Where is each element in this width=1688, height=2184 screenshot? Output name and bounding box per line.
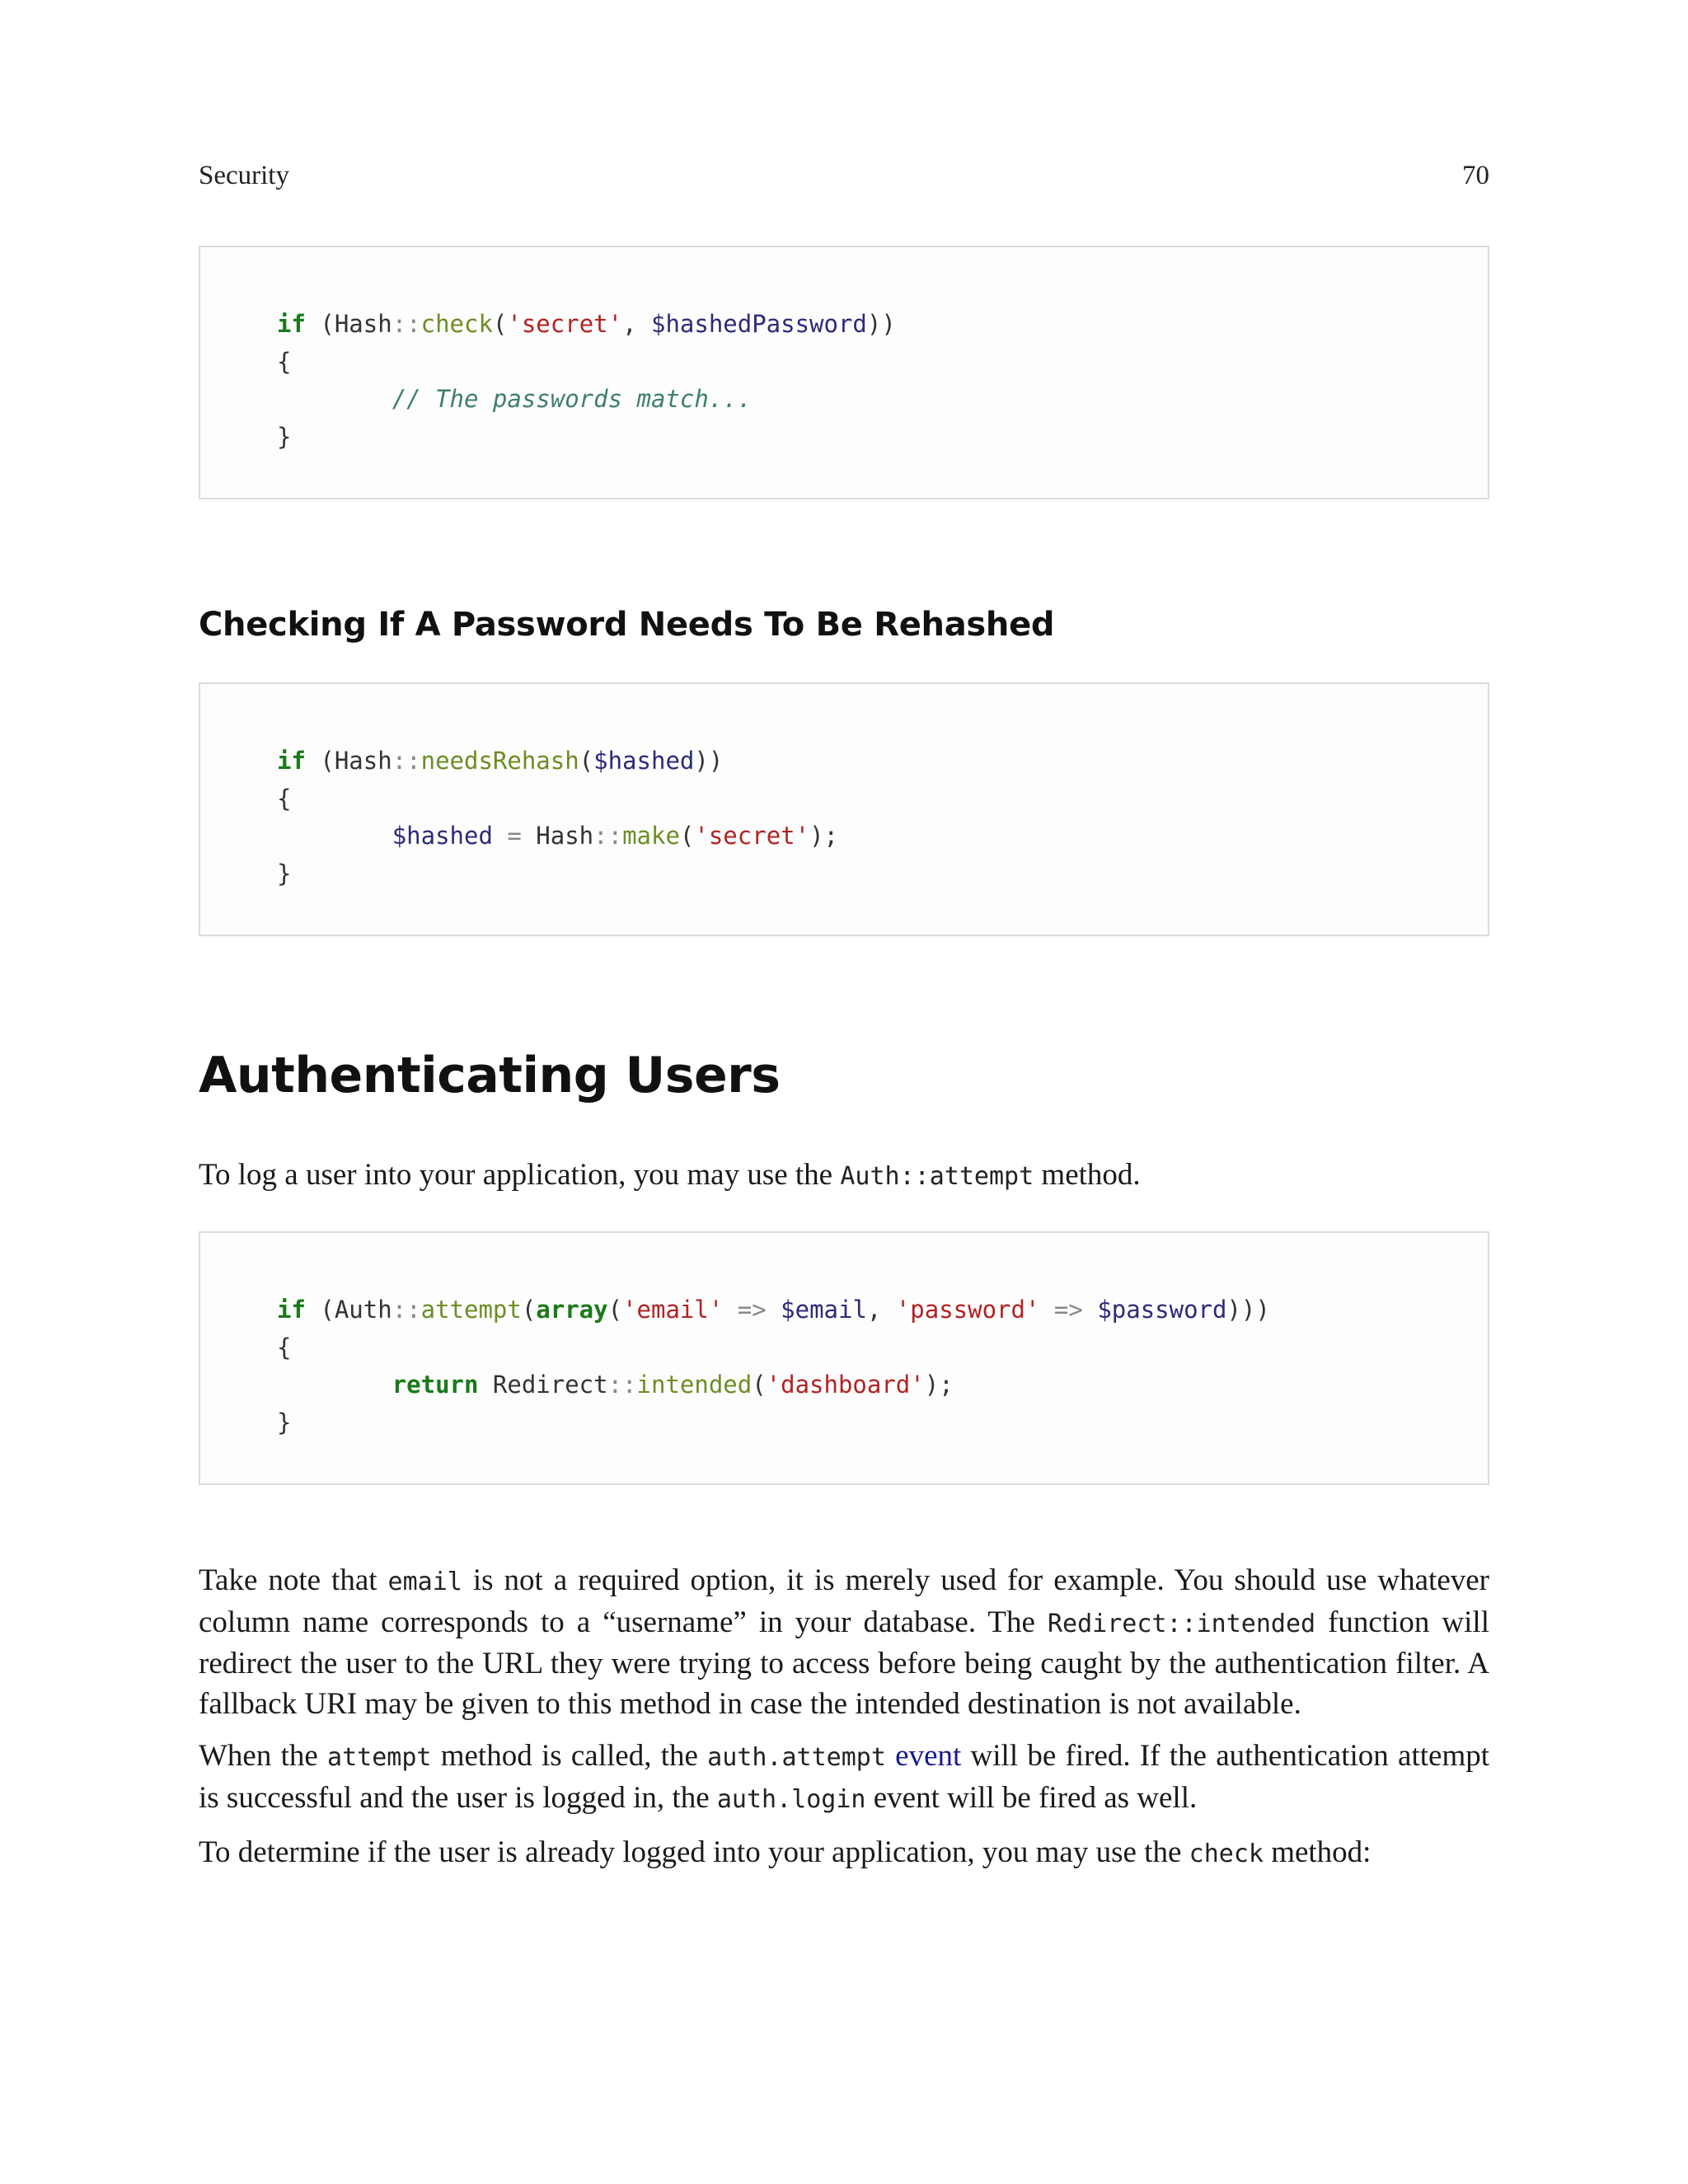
text xyxy=(886,1739,895,1773)
inline-code: attempt xyxy=(327,1743,432,1772)
code-token: ))) xyxy=(1226,1296,1270,1324)
code-token: => xyxy=(1053,1296,1083,1324)
code-listing xyxy=(277,306,896,456)
code-token: $hashed xyxy=(593,747,695,775)
event-link[interactable]: event xyxy=(895,1739,962,1773)
code-token: ( xyxy=(521,1296,537,1324)
code-block-auth-attempt xyxy=(199,1231,1489,1485)
code-line xyxy=(277,381,896,419)
inline-code: auth.attempt xyxy=(707,1743,886,1772)
code-token: ); xyxy=(809,822,838,850)
code-line xyxy=(277,1404,1270,1442)
code-listing xyxy=(277,743,838,893)
text: function will redirect the user to the URL they were trying to access before being caught by the authentication filter. A fallback URI may be given to this method in case the intended destination is not available. xyxy=(199,1605,1489,1721)
code-line xyxy=(277,344,896,382)
code-token: array xyxy=(536,1296,608,1324)
inline-code: auth.login xyxy=(716,1784,866,1814)
code-block-needs-rehash xyxy=(199,682,1489,936)
code-token: )) xyxy=(694,747,724,775)
event-paragraph xyxy=(199,1736,1489,1820)
code-token: :: xyxy=(392,747,421,775)
inline-code: Redirect::intended xyxy=(1047,1609,1316,1638)
code-token xyxy=(767,1296,781,1324)
code-token: } xyxy=(277,1408,292,1436)
code-token: // The passwords match... xyxy=(392,385,753,413)
code-token: $password xyxy=(1097,1296,1227,1324)
code-token: return xyxy=(392,1371,479,1399)
code-token: { xyxy=(277,1333,292,1361)
code-token: attempt xyxy=(420,1296,522,1324)
code-token: ); xyxy=(924,1371,954,1399)
note-paragraph xyxy=(199,1561,1489,1724)
code-token xyxy=(1039,1296,1053,1324)
code-token xyxy=(723,1296,737,1324)
code-token: $email xyxy=(781,1296,867,1324)
code-token: } xyxy=(277,422,292,451)
code-token: ( xyxy=(579,747,594,775)
inline-code: email xyxy=(387,1568,462,1596)
inline-code: check xyxy=(1189,1840,1264,1868)
text: method is called, the xyxy=(431,1739,708,1773)
code-token: { xyxy=(277,784,292,813)
code-token: { xyxy=(277,347,292,376)
code-token: ( xyxy=(492,310,508,338)
text: is not a required option, it is merely used for example. You should use whatever column name corresponds to a “username” in your database. The xyxy=(199,1563,1490,1639)
code-token: make xyxy=(622,822,680,850)
text: To log a user into your application, you may use the xyxy=(199,1158,841,1192)
code-line xyxy=(277,780,838,818)
code-token: $hashed xyxy=(392,822,493,850)
code-block-hash-check xyxy=(199,246,1489,499)
code-token xyxy=(1083,1296,1097,1324)
code-token: if xyxy=(277,1296,306,1324)
code-line xyxy=(277,306,896,344)
code-token: 'secret' xyxy=(694,822,810,850)
code-token: :: xyxy=(392,1296,421,1324)
code-token: )) xyxy=(866,310,896,338)
code-line xyxy=(277,818,838,855)
section-title: Security xyxy=(199,161,289,190)
code-listing xyxy=(277,1291,1270,1441)
code-token: 'dashboard' xyxy=(766,1371,925,1399)
section-heading-rehash: Checking If A Password Needs To Be Rehashed xyxy=(199,606,1055,644)
code-token: = xyxy=(507,822,522,850)
code-token xyxy=(277,822,392,850)
code-token: ( xyxy=(607,1296,623,1324)
inline-code: Auth::attempt xyxy=(840,1162,1034,1191)
code-token: :: xyxy=(607,1371,637,1399)
code-line xyxy=(277,743,838,780)
code-token: , xyxy=(866,1296,896,1324)
code-token: 'password' xyxy=(895,1296,1040,1324)
code-token: Hash xyxy=(521,822,594,850)
code-token: (Hash xyxy=(305,310,392,338)
text: method: xyxy=(1263,1835,1372,1869)
running-header xyxy=(199,161,1489,191)
code-token: ( xyxy=(752,1371,767,1399)
text: To determine if the user is already logged into your application, you may use the xyxy=(199,1835,1189,1869)
text: event will be fired as well. xyxy=(865,1780,1198,1815)
text: Take note that xyxy=(199,1563,388,1597)
code-token: (Hash xyxy=(305,747,392,775)
code-token: $hashedPassword xyxy=(651,310,867,338)
code-line xyxy=(277,855,838,893)
code-token: check xyxy=(420,310,493,338)
chapter-heading-authenticating-users: Authenticating Users xyxy=(199,1047,781,1104)
code-line xyxy=(277,1329,1270,1367)
code-token: ( xyxy=(679,822,695,850)
code-token: if xyxy=(277,747,306,775)
text: When the xyxy=(199,1739,328,1773)
code-token: :: xyxy=(392,310,421,338)
code-token: intended xyxy=(636,1371,753,1399)
code-token: } xyxy=(277,859,292,888)
code-token: (Auth xyxy=(305,1296,392,1324)
code-line xyxy=(277,419,896,457)
code-token: 'secret' xyxy=(507,310,623,338)
code-token: => xyxy=(737,1296,767,1324)
code-token: , xyxy=(622,310,651,338)
code-token xyxy=(493,822,507,850)
text: method. xyxy=(1034,1158,1141,1192)
code-token xyxy=(277,1371,392,1399)
check-paragraph xyxy=(199,1833,1489,1875)
code-token: Redirect xyxy=(478,1371,608,1399)
code-token: needsRehash xyxy=(420,747,579,775)
intro-paragraph xyxy=(199,1155,1489,1197)
code-line xyxy=(277,1291,1270,1329)
code-token: if xyxy=(277,310,306,338)
code-token: 'email' xyxy=(622,1296,724,1324)
code-token: :: xyxy=(593,822,623,850)
page-number: 70 xyxy=(1462,161,1489,190)
text: will be fired. If the authentication attempt is successful and the user is logged in, the xyxy=(199,1739,1489,1815)
code-line xyxy=(277,1366,1270,1404)
code-token xyxy=(277,385,392,413)
